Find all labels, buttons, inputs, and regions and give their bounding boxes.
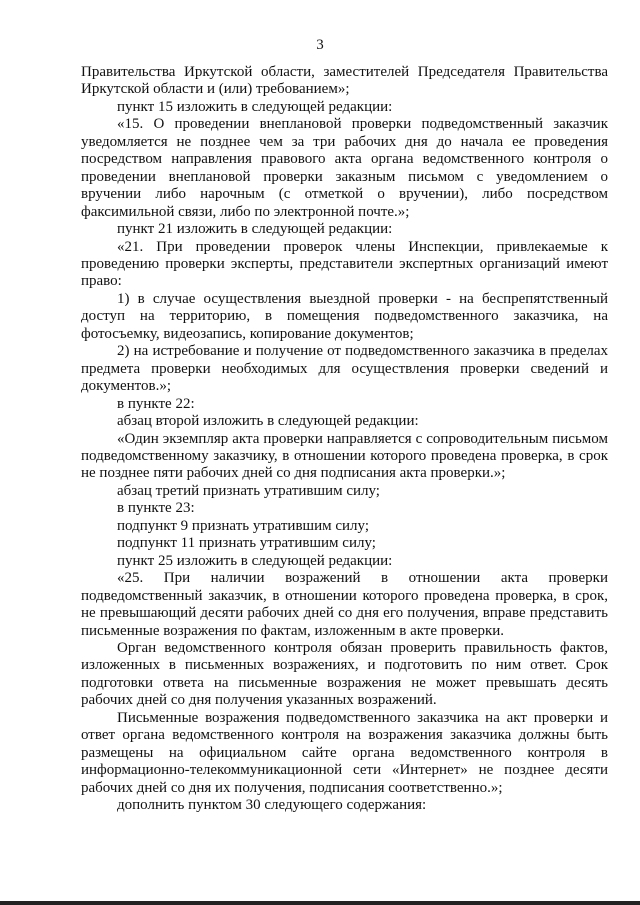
paragraph: Правительства Иркутской области, заместителей Председателя Правительства Иркутской области и (или) требованием»; bbox=[81, 64, 608, 98]
paragraph: в пункте 22: bbox=[117, 395, 195, 412]
paragraph: «21. При проведении проверок члены Инспекции, привлекаемые к проведению проверки эксперты, представители экспертных организаций имеют право: bbox=[81, 238, 608, 290]
paragraph: в пункте 23: bbox=[117, 500, 195, 517]
paragraph: Письменные возражения подведомственного заказчика на акт проверки и ответ органа ведомственного контроля на возражения заказчика должны быть размещены на официальном сайте органа ведомственного контроля в информационно-телекоммуникационной сети «Интернет» не позднее десяти рабочих дней со дня их получения, подписания соответственно.»; bbox=[81, 709, 608, 796]
paragraph: подпункт 9 признать утратившим силу; bbox=[117, 517, 369, 534]
paragraph: пункт 15 изложить в следующей редакции: bbox=[117, 98, 393, 115]
paragraph: «25. При наличии возражений в отношении акта проверки подведомственный заказчик, в отношении которого проведена проверка, в срок, не превышающий десяти рабочих дней со дня его получения, вправе представить письменные возражения по фактам, изложенным в акте проверки. bbox=[81, 570, 608, 639]
paragraph: «15. О проведении внеплановой проверки подведомственный заказчик уведомляется не позднее чем за три рабочих дня до начала ее проведения посредством направления правового акта органа ведомственного контроля о проведении внеплановой проверки заказным письмом с уведомлением о вручении либо нарочным (с отметкой о вручении), либо посредством факсимильной связи, либо по электронной почте.»; bbox=[81, 116, 608, 220]
paragraph: пункт 25 изложить в следующей редакции: bbox=[117, 552, 393, 569]
paragraph: абзац третий признать утратившим силу; bbox=[117, 482, 380, 499]
paragraph: пункт 21 изложить в следующей редакции: bbox=[117, 221, 393, 238]
paragraph: подпункт 11 признать утратившим силу; bbox=[117, 535, 376, 552]
paragraph: дополнить пунктом 30 следующего содержания: bbox=[117, 797, 427, 814]
document-body bbox=[81, 64, 608, 814]
paragraph: Орган ведомственного контроля обязан проверить правильность фактов, изложенных в письменных возражениях, и подготовить по ним ответ. Срок подготовки ответа на письменные возражения не может превышать десять рабочих дней со дня получения указанных возражений. bbox=[81, 639, 608, 709]
scan-edge bbox=[0, 901, 640, 905]
page-number: 3 bbox=[316, 37, 324, 53]
paragraph: 2) на истребование и получение от подведомственного заказчика в пределах предмета проверки необходимых для осуществления проверки сведений и документов.»; bbox=[81, 343, 608, 395]
paragraph: абзац второй изложить в следующей редакции: bbox=[117, 413, 419, 430]
paragraph: 1) в случае осуществления выездной проверки - на беспрепятственный доступ на территорию, в помещения подведомственного заказчика, на фотосъемку, видеозапись, копирование документов; bbox=[81, 290, 608, 342]
paragraph: «Один экземпляр акта проверки направляется с сопроводительным письмом подведомственному заказчику, в отношении которого проведена проверка, в срок не позднее пяти рабочих дней со дня подписания акта проверки.»; bbox=[81, 430, 608, 482]
